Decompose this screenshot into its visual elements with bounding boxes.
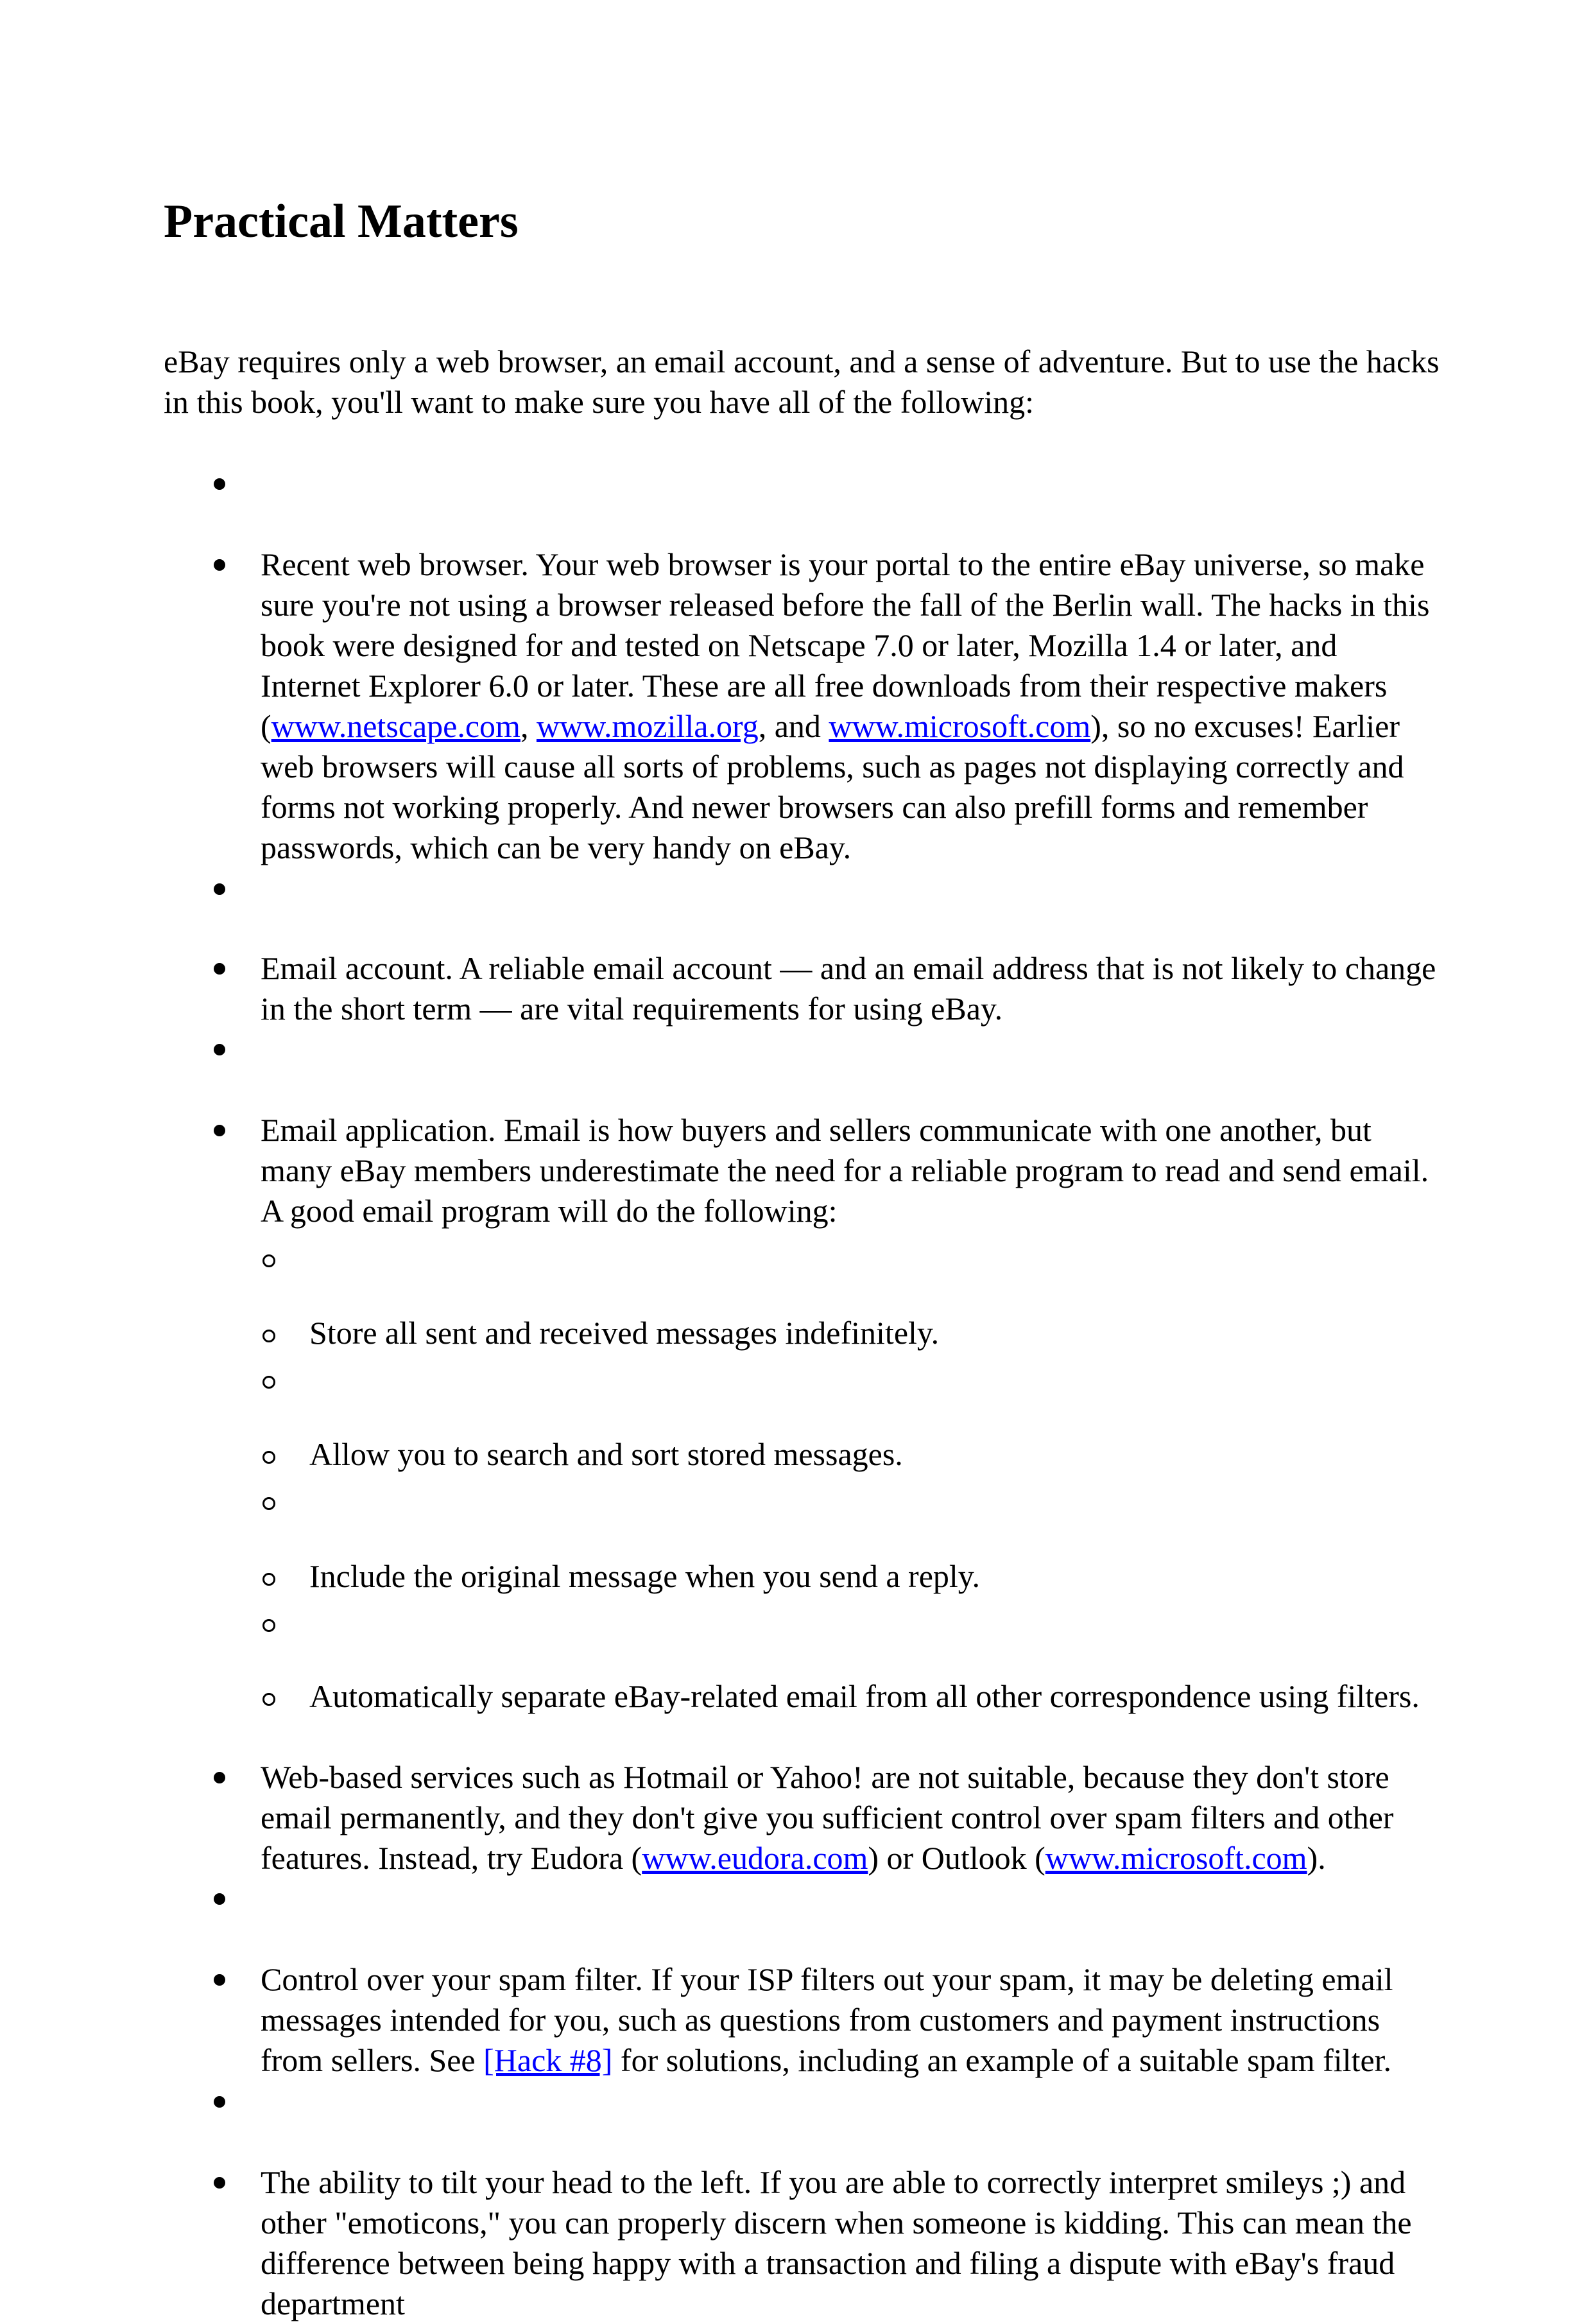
intro-paragraph: eBay requires only a web browser, an email account, and a sense of adventure. But to use the hacks in this book, you'll want to make sure you have all of the following: <box>164 343 1440 420</box>
bullet-icon <box>214 1125 225 1136</box>
item-text: Web-based services such as Hotmail or Yahoo! are not suitable, because they don't store email permanently, and they don't give you sufficient control over spam filters and other features. Instead, try Eudora ( <box>261 1759 1394 1876</box>
microsoft-link[interactable]: www.microsoft.com <box>829 708 1091 744</box>
list-item-spam-filter <box>261 1959 1441 2081</box>
mozilla-link[interactable]: www.mozilla.org <box>536 708 759 744</box>
item-text: Recent web browser. Your web browser is your portal to the entire eBay universe, so make sure you're not using a browser released before the fall of the Berlin wall. The hacks in this book were designed for and tested on Netscape 7.0 or later, Mozilla 1.4 or later, and Internet Explorer 6.0 or later. These are all free downloads from their respective makers ( <box>261 546 1430 744</box>
eudora-link[interactable]: www.eudora.com <box>642 1840 868 1876</box>
bullet-icon <box>214 883 225 895</box>
bullet-icon <box>214 559 225 571</box>
list-item-email-account: Email account. A reliable email account — and an email address that is not likely to change in the short term — are vital requirements for using eBay. <box>261 950 1436 1027</box>
sub-bullet-icon <box>262 1254 275 1267</box>
item-text: ). <box>1307 1840 1326 1876</box>
netscape-link[interactable]: www.netscape.com <box>271 708 520 744</box>
sub-item: Automatically separate eBay-related email from all other correspondence using filters. <box>309 1678 1420 1714</box>
microsoft-link[interactable]: www.microsoft.com <box>1045 1840 1307 1876</box>
sub-bullet-icon <box>262 1693 275 1706</box>
item-text: Control over your spam filter. If your ISP filters out your spam, it may be deleting email messages intended for you, such as questions from customers and payment instructions from sellers. See <box>261 1961 1393 2078</box>
item-text: ) or Outlook ( <box>868 1840 1045 1876</box>
list-item-web-browser <box>261 544 1441 868</box>
sub-item: Store all sent and received messages indefinitely. <box>309 1315 940 1351</box>
sub-bullet-icon <box>262 1619 275 1632</box>
item-text: , and <box>758 708 829 744</box>
bullet-icon <box>214 1772 225 1783</box>
item-text: for solutions, including an example of a suitable spam filter. <box>612 2042 1392 2078</box>
bullet-icon <box>214 1974 225 1986</box>
bullet-icon <box>214 478 225 490</box>
item-text: ), so no excuses! Earlier web browsers will cause all sorts of problems, such as pages not displaying correctly and forms not working properly. And newer browsers can also prefill forms and remember passwords, which can be very handy on eBay. <box>261 708 1404 865</box>
bullet-icon <box>214 2177 225 2189</box>
hack-8-link[interactable]: [Hack #8] <box>483 2042 613 2078</box>
sub-bullet-icon <box>262 1497 275 1510</box>
sub-bullet-icon <box>262 1573 275 1586</box>
sub-item: Include the original message when you send a reply. <box>309 1558 981 1594</box>
sub-bullet-icon <box>262 1451 275 1464</box>
list-item-email-application: Email application. Email is how buyers and sellers communicate with one another, but many eBay members underestimate the need for a reliable program to read and send email. A good email program will do the following: <box>261 1112 1429 1229</box>
item-text: , <box>520 708 537 744</box>
bullet-icon <box>214 1893 225 1905</box>
list-item-web-based-services <box>261 1757 1441 1878</box>
sub-bullet-icon <box>262 1376 275 1389</box>
list-item-tilt-head: The ability to tilt your head to the left. If you are able to correctly interpret smileys ;) and other "emoticons," you can properly discern when someone is kidding. This can mean the difference between being happy with a transaction and filing a dispute with eBay's fraud department <box>261 2164 1412 2321</box>
sub-bullet-icon <box>262 1330 275 1342</box>
bullet-icon <box>214 2096 225 2108</box>
bullet-icon <box>214 963 225 975</box>
sub-item: Allow you to search and sort stored messages. <box>309 1436 903 1472</box>
bullet-icon <box>214 1044 225 1055</box>
page-title: Practical Matters <box>164 195 519 248</box>
